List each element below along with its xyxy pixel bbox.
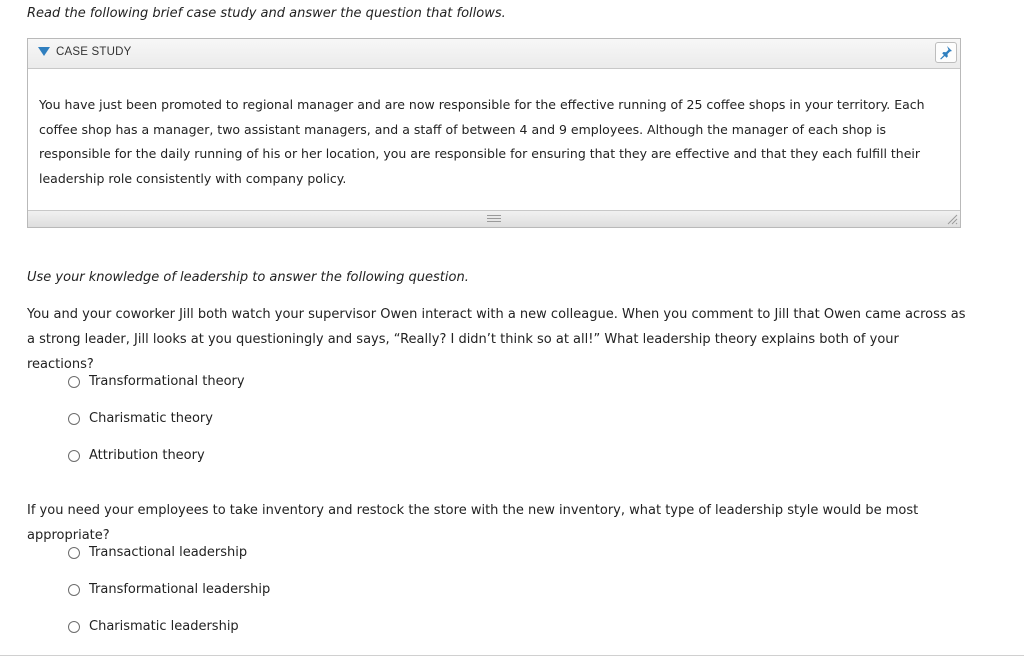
question-2-text: If you need your employees to take inventory and restock the store with the new inventory, what type of leadership style would be most appropriate? xyxy=(27,503,919,543)
answer-option[interactable] xyxy=(68,608,270,645)
instructions-text: Read the following brief case study and answer the question that follows. xyxy=(27,6,506,21)
radio-button[interactable] xyxy=(68,547,80,559)
case-study-panel xyxy=(27,38,961,228)
radio-button[interactable] xyxy=(68,621,80,633)
case-study-body: You have just been promoted to regional manager and are now responsible for the effective running of 25 coffee shops in your territory. Each coffee shop has a manager, two assistant managers, and a staff of between 4 and 9 employees. Although the manager of each shop is responsible for the daily running of his or her location, you are responsible for ensuring that they are effective and that they each fulfill their leadership role consistently with company policy. xyxy=(39,97,925,186)
question-1-text: You and your coworker Jill both watch your supervisor Owen interact with a new colleague. When you comment to Jill that Owen came across as a strong leader, Jill looks at you questioningly and says, “Really? I didn’t think so at all!” What leadership theory explains both of your reactions? xyxy=(27,307,966,372)
pin-button[interactable] xyxy=(935,42,957,63)
question-prompt: Use your knowledge of leadership to answer the following question. xyxy=(27,270,469,285)
radio-button[interactable] xyxy=(68,376,80,388)
option-label: Attribution theory xyxy=(89,448,205,463)
case-study-title: CASE STUDY xyxy=(56,46,132,58)
answer-option[interactable] xyxy=(68,400,245,437)
option-label: Charismatic leadership xyxy=(89,619,239,634)
case-study-footer xyxy=(28,210,960,227)
drag-handle-icon[interactable] xyxy=(487,215,501,224)
answer-option[interactable] xyxy=(68,437,245,474)
answer-option[interactable] xyxy=(68,534,270,571)
option-label: Transactional leadership xyxy=(89,545,248,560)
answer-option[interactable] xyxy=(68,571,270,608)
option-label: Charismatic theory xyxy=(89,411,213,426)
radio-button[interactable] xyxy=(68,450,80,462)
case-study-header[interactable] xyxy=(28,39,960,69)
radio-button[interactable] xyxy=(68,584,80,596)
answer-option[interactable] xyxy=(68,363,245,400)
option-label: Transformational leadership xyxy=(89,582,271,597)
collapse-triangle-icon[interactable] xyxy=(38,47,50,56)
radio-button[interactable] xyxy=(68,413,80,425)
question-2-options xyxy=(68,534,270,645)
pin-icon xyxy=(939,45,953,60)
question-1-options xyxy=(68,363,245,474)
option-label: Transformational theory xyxy=(89,374,245,389)
resize-grip-icon[interactable] xyxy=(946,213,958,225)
